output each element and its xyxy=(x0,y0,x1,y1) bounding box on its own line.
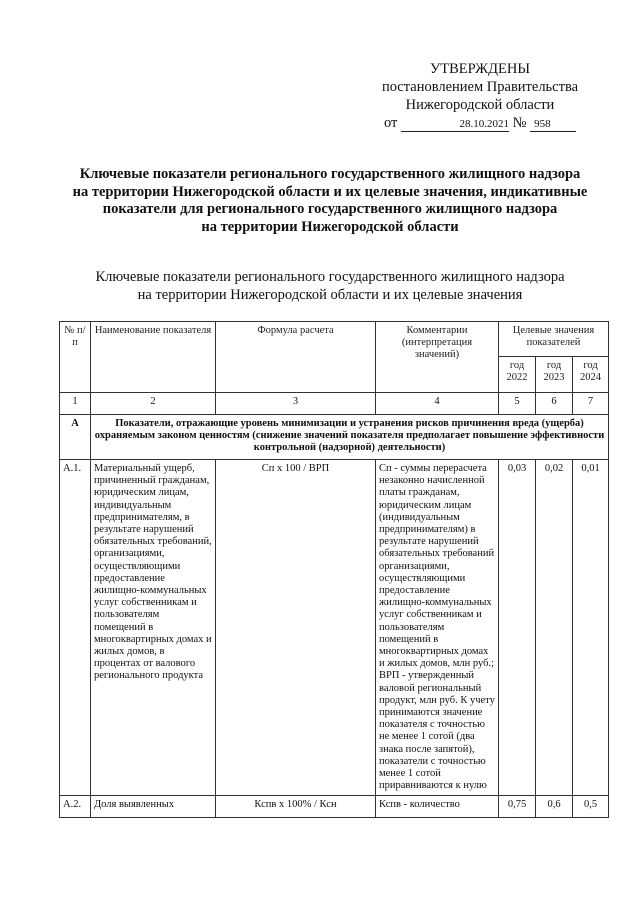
col-number: 2 xyxy=(91,393,216,415)
row-comment: Сп - суммы перерасчета незаконно начисленной платы гражданам, юридическим лицам (индивидуальным предпринимателям) в результате нарушений обязательных требований организациями, осуществляющими предоставление жилищно-коммунальных услуг собственникам и пользователям помещений в многоквартирных домах и жилых домов, млн руб.; ВРП - утвержденный валовой региональный продукт, млн руб. К учету принимаются значение показателя с точностью не менее 1 сотой (два знака после запятой), показатели с точностью менее 1 сотой приравниваются к нулю xyxy=(376,460,499,796)
main-title-line3: показатели для регионального государственного жилищного надзора xyxy=(102,201,558,218)
row-num: А.1. xyxy=(60,460,91,796)
header-num: № п/п xyxy=(60,322,91,393)
header-comments: Комментарии (интерпретация значений) xyxy=(376,322,499,393)
approval-date-line xyxy=(360,114,600,132)
header-year-2022: год 2022 xyxy=(499,357,536,393)
section-code: А xyxy=(60,415,91,460)
main-title-line2: на территории Нижегородской области и их целевые значения, индикативные xyxy=(72,183,588,200)
main-title-line4: на территории Нижегородской области xyxy=(201,218,459,235)
row-value-2022: 0,03 xyxy=(499,460,536,796)
header-year-2024: год 2024 xyxy=(573,357,609,393)
row-comment: Кспв - количество xyxy=(376,796,499,818)
table-row xyxy=(60,460,609,796)
approval-line1: УТВЕРЖДЕНЫ xyxy=(429,61,531,77)
col-number: 4 xyxy=(376,393,499,415)
row-name: Доля выявленных xyxy=(91,796,216,818)
main-title-line1: Ключевые показатели регионального государственного жилищного надзора xyxy=(79,166,581,182)
col-number: 5 xyxy=(499,393,536,415)
row-value-2024: 0,01 xyxy=(573,460,609,796)
row-name: Материальный ущерб, причиненный гражданам, юридическим лицам, индивидуальным предпринимателям, в результате нарушений обязательных требований, организациями, осуществляющими предоставление жилищно-коммунальных услуг собственникам и пользователям помещений в многоквартирных домах и жилых домов, в процентах от валового регионального продукта xyxy=(91,460,216,796)
row-value-2024: 0,5 xyxy=(573,796,609,818)
header-targets: Целевые значения показателей xyxy=(499,322,609,357)
indicators-table xyxy=(59,321,609,818)
approval-number: 958 xyxy=(530,118,576,132)
table-row xyxy=(60,796,609,818)
header-name: Наименование показателя xyxy=(91,322,216,393)
number-label: № xyxy=(512,115,527,131)
col-number: 1 xyxy=(60,393,91,415)
col-number: 6 xyxy=(536,393,573,415)
col-number: 7 xyxy=(573,393,609,415)
approval-date: 28.10.2021 xyxy=(401,118,509,132)
row-num: А.2. xyxy=(60,796,91,818)
from-label: от xyxy=(383,115,398,131)
col-number: 3 xyxy=(216,393,376,415)
section-heading: Показатели, отражающие уровень минимизации и устранения рисков причинения вреда (ущерба) охраняемым законом ценностям (снижение значений показателя предполагает повышение эффективности контрольной (надзорной) деятельности) xyxy=(91,415,609,460)
header-formula: Формула расчета xyxy=(216,322,376,393)
approval-line2: постановлением Правительства xyxy=(381,79,579,95)
row-formula: Кспв х 100% / Ксн xyxy=(216,796,376,818)
table-subtitle xyxy=(50,268,610,304)
row-formula: Сп х 100 / ВРП xyxy=(216,460,376,796)
approval-line3: Нижегородской области xyxy=(405,97,555,113)
subtitle-line1: Ключевые показатели регионального государственного жилищного надзора xyxy=(95,269,565,285)
row-value-2022: 0,75 xyxy=(499,796,536,818)
subtitle-line2: на территории Нижегородской области и их целевые значения xyxy=(137,287,523,303)
header-year-2023: год 2023 xyxy=(536,357,573,393)
approval-block xyxy=(360,60,600,132)
row-value-2023: 0,6 xyxy=(536,796,573,818)
row-value-2023: 0,02 xyxy=(536,460,573,796)
main-title xyxy=(50,166,610,236)
